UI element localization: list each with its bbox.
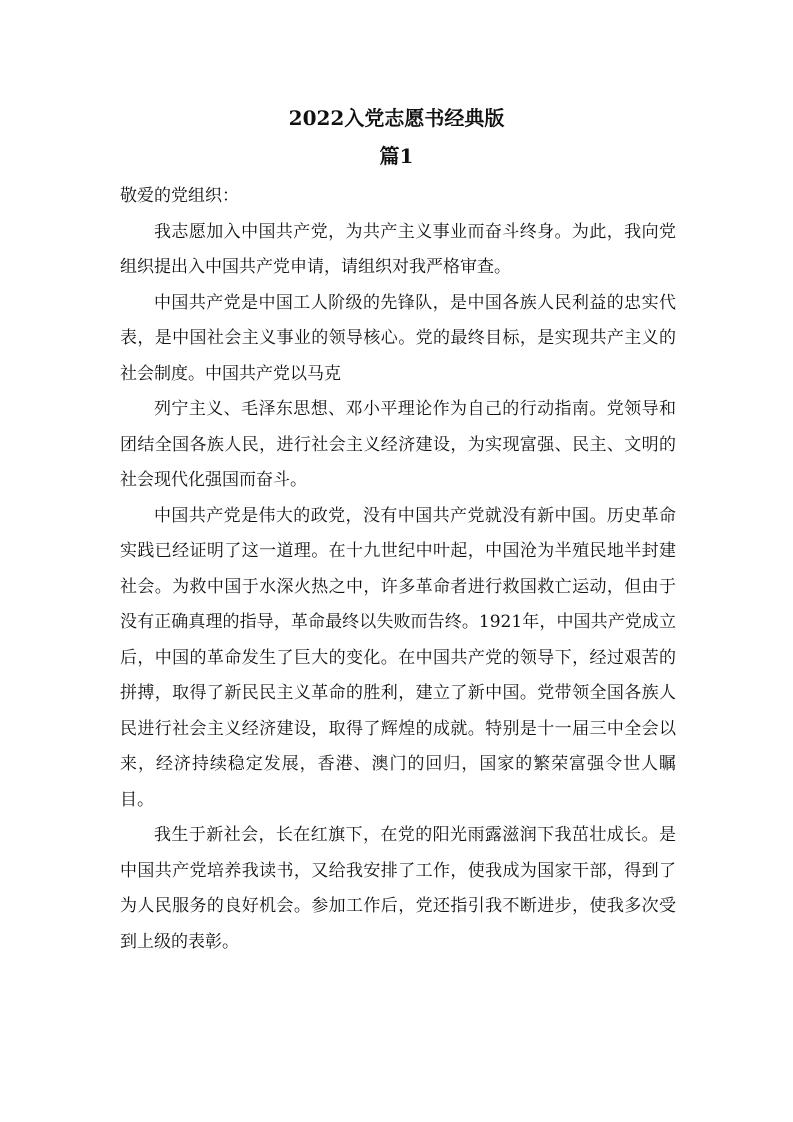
paragraph-5: 我生于新社会，长在红旗下，在党的阳光雨露滋润下我茁壮成长。是中国共产党培养我读书，又给我安排了工作，使我成为国家干部，得到了为人民服务的良好机会。参加工作后，党还指引我不断进步，使我多次受到上级的表彰。 bbox=[120, 825, 676, 952]
paragraph-1: 我志愿加入中国共产党，为共产主义事业而奋斗终身。为此，我向党组织提出入中国共产党申请，请组织对我严格审查。 bbox=[120, 221, 676, 277]
paragraph-3: 列宁主义、毛泽东思想、邓小平理论作为自己的行动指南。党领导和团结全国各族人民，进行社会主义经济建设，为实现富强、民主、文明的社会现代化强国而奋斗。 bbox=[120, 399, 676, 490]
salutation: 敬爱的党组织： bbox=[120, 186, 239, 206]
document-body bbox=[120, 179, 676, 960]
document-title: 2022入党志愿书经典版 bbox=[288, 106, 505, 130]
paragraph-4: 中国共产党是伟大的政党，没有中国共产党就没有新中国。历史革命实践已经证明了这一道理。在十九世纪中叶起，中国沧为半殖民地半封建社会。为救中国于水深火热之中，许多革命者进行救国救亡运动，但由于没有正确真理的指导，革命最终以失败而告终。1921年，中国共产党成立后，中国的革命发生了巨大的变化。在中国共产党的领导下，经过艰苦的拼搏，取得了新民民主义革命的胜利，建立了新中国。党带领全国各族人民进行社会主义经济建设，取得了辉煌的成就。特别是十一届三中全会以来，经济持续稳定发展，香港、澳门的回归，国家的繁荣富强令世人瞩目。 bbox=[120, 505, 676, 810]
paragraph-2: 中国共产党是中国工人阶级的先锋队，是中国各族人民利益的忠实代表，是中国社会主义事业的领导核心。党的最终目标，是实现共产主义的社会制度。中国共产党以马克 bbox=[120, 292, 676, 384]
section-heading: 篇1 bbox=[379, 144, 414, 168]
